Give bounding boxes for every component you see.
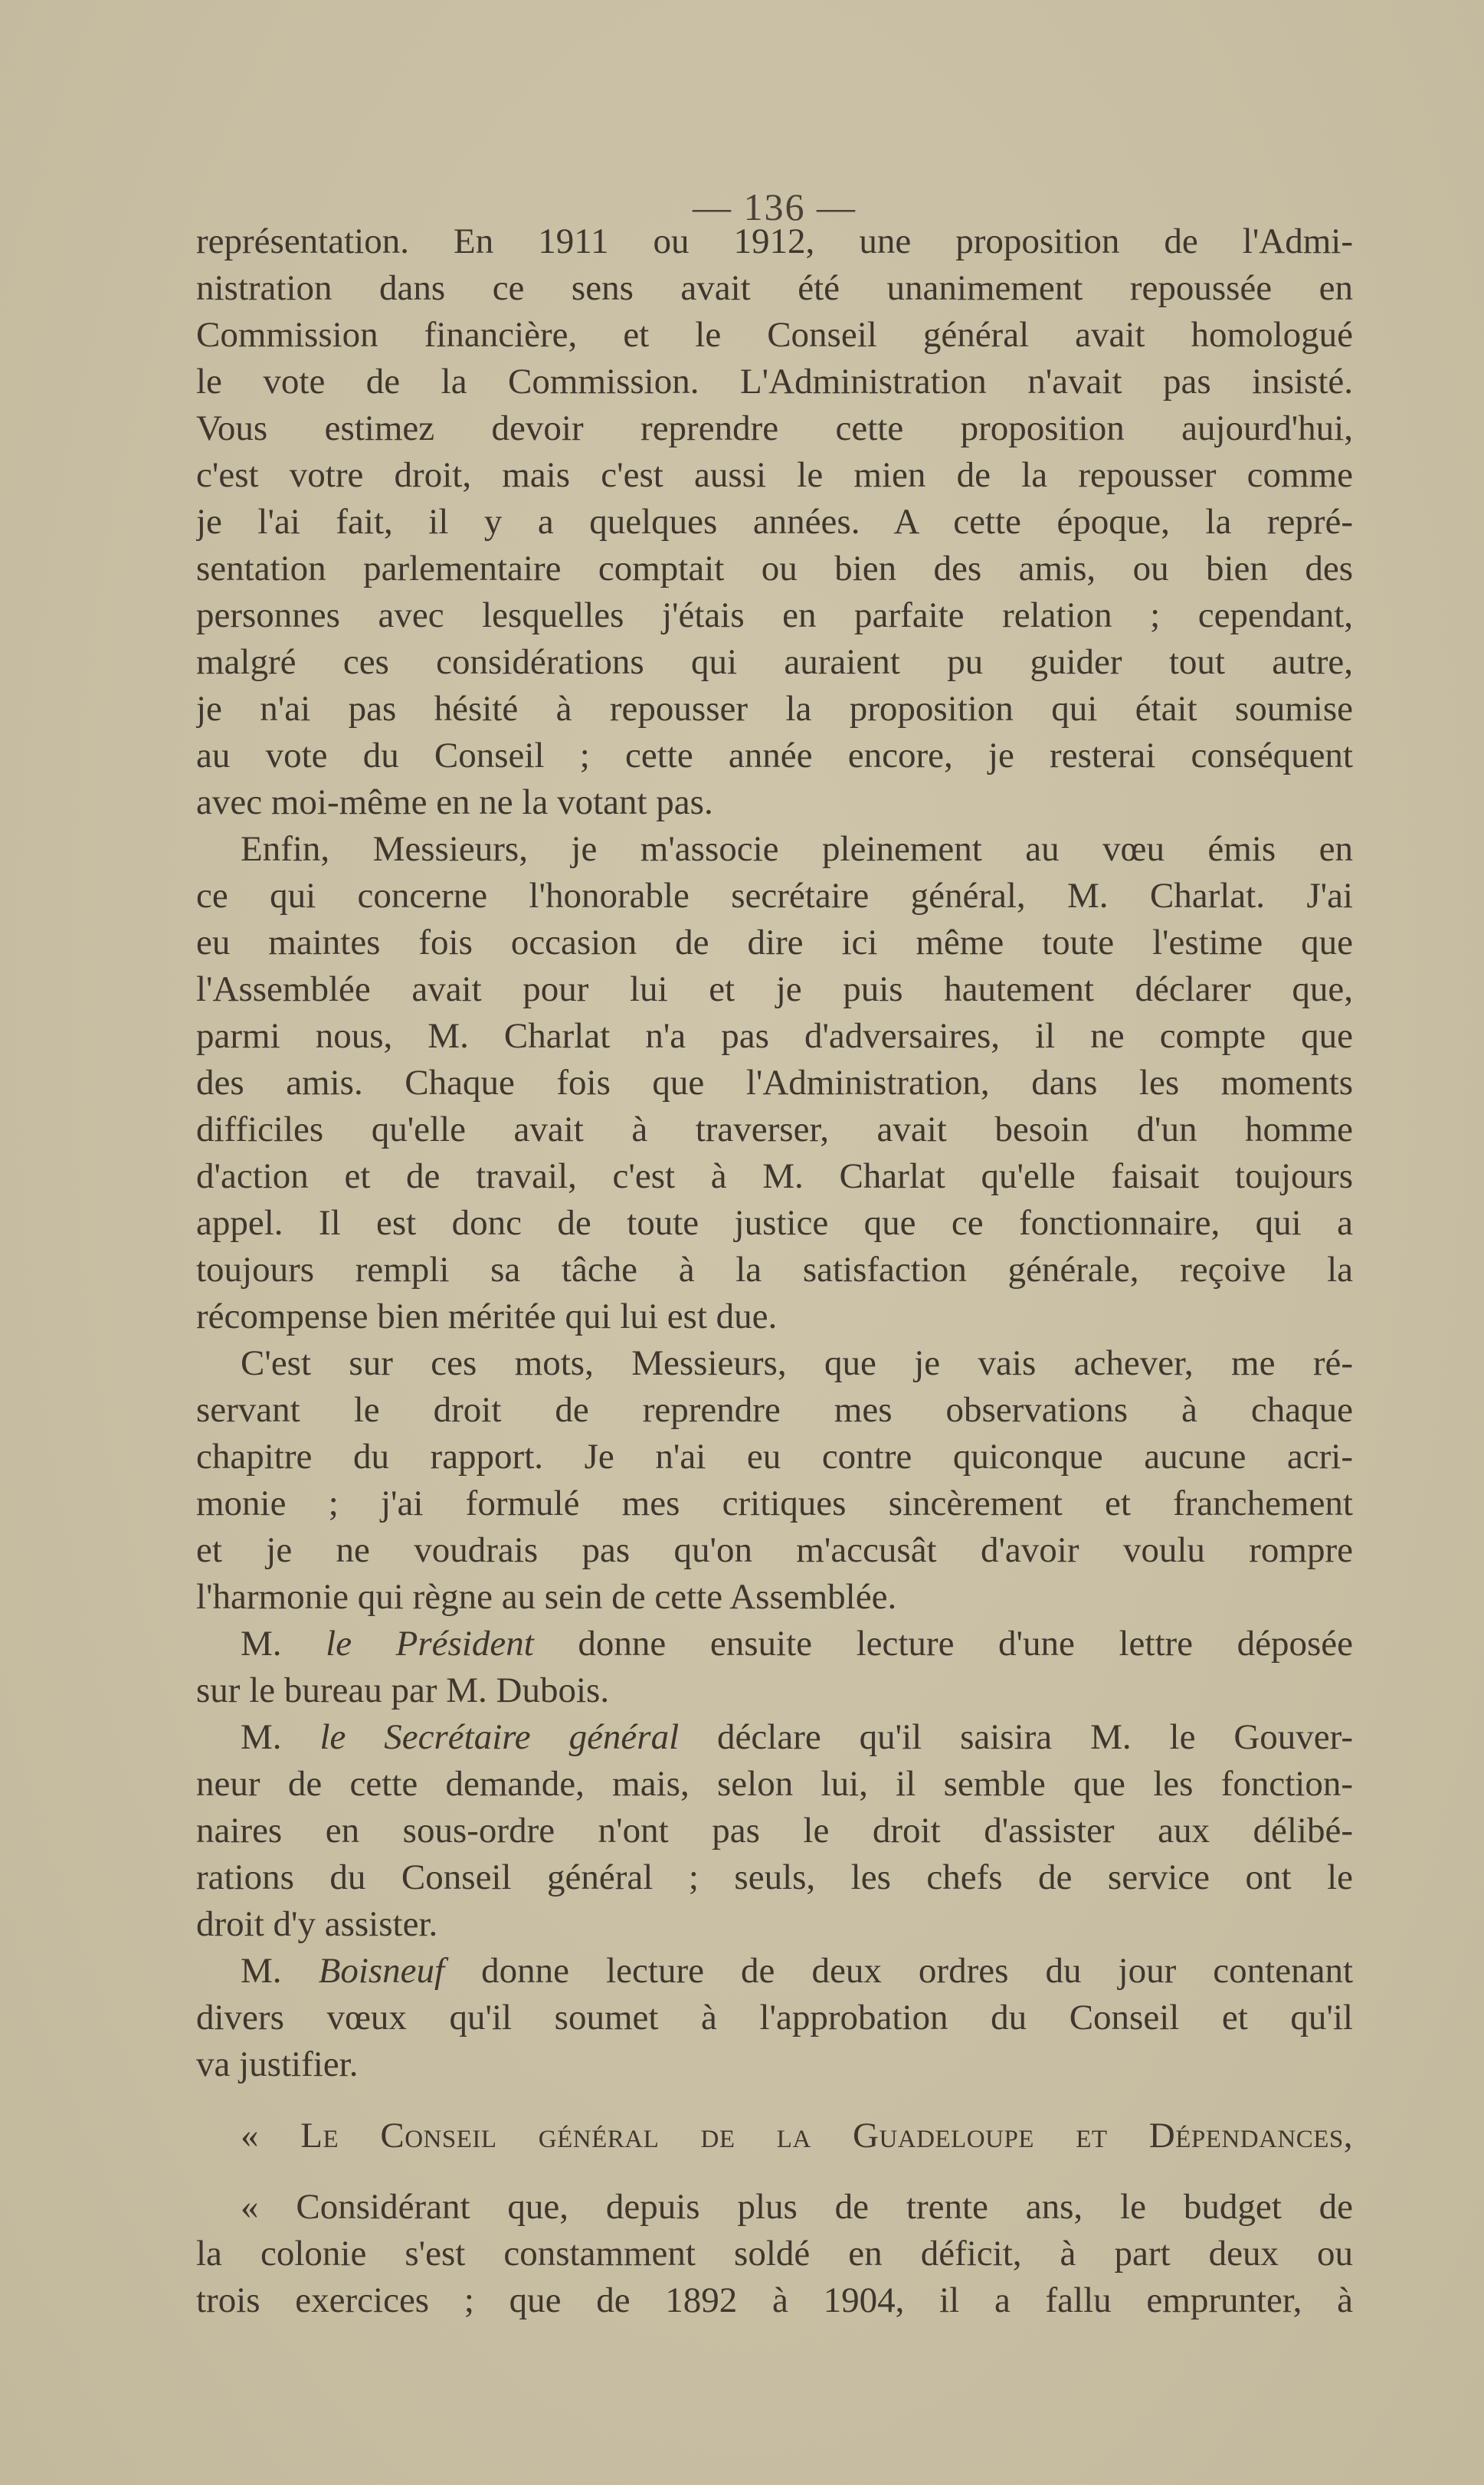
text-line: représentation. En 1911 ou 1912, une proposition de l'Admi- (196, 221, 1353, 261)
speaker-name: le Secrétaire général (319, 1717, 680, 1757)
text-line: chapitre du rapport. Je n'ai eu contre quiconque aucune acri- (196, 1437, 1353, 1477)
text-segment: donne ensuite lecture d'une lettre déposée (533, 1624, 1353, 1664)
text-segment: déclare qu'il saisira M. le Gouver- (679, 1717, 1353, 1757)
text-line: droit d'y assister. (196, 1904, 438, 1944)
text-line: avec moi-même en ne la votant pas. (196, 782, 713, 822)
text-line: rations du Conseil général ; seuls, les chefs de service ont le (196, 1857, 1353, 1897)
text-line: sur le bureau par M. Dubois. (196, 1670, 610, 1710)
body-text (196, 218, 1353, 2324)
text-line: d'action et de travail, c'est à M. Charlat qu'elle faisait toujours (196, 1156, 1353, 1196)
text-line: toujours rempli sa tâche à la satisfaction générale, reçoive la (196, 1250, 1353, 1290)
text-line: je l'ai fait, il y a quelques années. A cette époque, la repré- (196, 502, 1353, 542)
text-line (196, 1948, 1353, 1995)
text-line: je n'ai pas hésité à repousser la proposition qui était soumise (196, 689, 1353, 729)
text-line: récompense bien méritée qui lui est due. (196, 1297, 778, 1336)
text-line: la colonie s'est constamment soldé en déficit, à part deux ou (196, 2234, 1353, 2274)
text-line: et je ne voudrais pas qu'on m'accusât d'avoir voulu rompre (196, 1530, 1353, 1570)
text-line: parmi nous, M. Charlat n'a pas d'adversaires, il ne compte que (196, 1016, 1353, 1056)
text-segment: M. (241, 1717, 320, 1757)
page-number: — 136 — (693, 185, 857, 228)
text-line: des amis. Chaque fois que l'Administration, dans les moments (196, 1063, 1353, 1103)
text-line: eu maintes fois occasion de dire ici même toute l'estime que (196, 923, 1353, 962)
text-line: neur de cette demande, mais, selon lui, il semble que les fonction- (196, 1764, 1353, 1804)
text-line: sentation parlementaire comptait ou bien des amis, ou bien des (196, 549, 1353, 588)
text-line: l'harmonie qui règne au sein de cette Assemblée. (196, 1577, 897, 1617)
text-line: trois exercices ; que de 1892 à 1904, il a fallu emprunter, à (196, 2280, 1353, 2320)
text-line: va justifier. (196, 2044, 359, 2084)
text-line: c'est votre droit, mais c'est aussi le mien de la repousser comme (196, 455, 1353, 495)
text-segment: M. (241, 1951, 319, 1991)
text-line (196, 1714, 1353, 1761)
text-line: au vote du Conseil ; cette année encore, je resterai conséquent (196, 736, 1353, 775)
speaker-name: le Président (326, 1624, 534, 1664)
text-line: Enfin, Messieurs, je m'associe pleinement au vœu émis en (241, 829, 1353, 869)
text-line: « Considérant que, depuis plus de trente ans, le budget de (241, 2187, 1353, 2227)
text-line: difficiles qu'elle avait à traverser, avait besoin d'un homme (196, 1110, 1353, 1149)
text-line: servant le droit de reprendre mes observations à chaque (196, 1390, 1353, 1430)
text-line: naires en sous-ordre n'ont pas le droit d'assister aux délibé- (196, 1811, 1353, 1851)
text-line: C'est sur ces mots, Messieurs, que je vais achever, me ré- (241, 1343, 1353, 1383)
text-line: monie ; j'ai formulé mes critiques sincèrement et franchement (196, 1483, 1353, 1523)
text-line: divers vœux qu'il soumet à l'approbation du Conseil et qu'il (196, 1998, 1353, 2038)
text-line: Commission financière, et le Conseil général avait homologué (196, 315, 1353, 355)
text-line: nistration dans ce sens avait été unanimement repoussée en (196, 268, 1353, 308)
text-segment: donne lecture de deux ordres du jour contenant (444, 1951, 1353, 1991)
text-line: appel. Il est donc de toute justice que ce fonctionnaire, qui a (196, 1203, 1353, 1243)
text-line: l'Assemblée avait pour lui et je puis hautement déclarer que, (196, 969, 1353, 1009)
text-line: le vote de la Commission. L'Administration n'avait pas insisté. (196, 362, 1353, 402)
speaker-name: Boisneuf (318, 1951, 445, 1991)
text-line (196, 1621, 1353, 1667)
section-heading: « Le Conseil général de la Guadeloupe et Dépendances, (241, 2116, 1353, 2156)
text-line: malgré ces considérations qui auraient pu guider tout autre, (196, 642, 1353, 682)
text-segment: M. (241, 1624, 326, 1664)
text-line: Vous estimez devoir reprendre cette proposition aujourd'hui, (196, 408, 1353, 448)
text-line: personnes avec lesquelles j'étais en parfaite relation ; cependant, (196, 595, 1353, 635)
text-line: ce qui concerne l'honorable secrétaire général, M. Charlat. J'ai (196, 876, 1353, 916)
